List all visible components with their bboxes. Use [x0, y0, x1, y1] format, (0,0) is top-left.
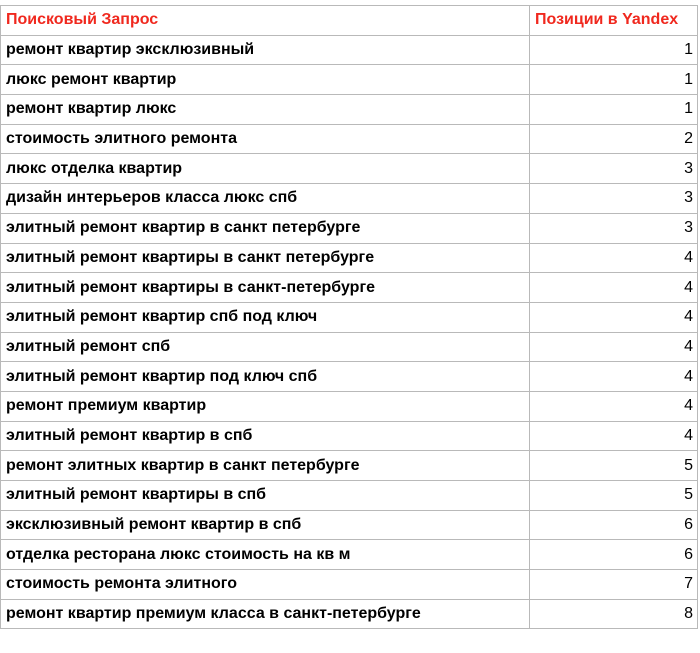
table-row — [1, 213, 698, 243]
position-cell: 6 — [530, 510, 698, 540]
position-cell: 4 — [530, 243, 698, 273]
query-cell: элитный ремонт спб — [1, 332, 530, 362]
table-row — [1, 35, 698, 65]
table-row — [1, 599, 698, 629]
position-cell: 4 — [530, 302, 698, 332]
query-cell: дизайн интерьеров класса люкс спб — [1, 184, 530, 214]
position-cell: 4 — [530, 421, 698, 451]
position-cell: 4 — [530, 362, 698, 392]
table-row — [1, 302, 698, 332]
position-cell: 4 — [530, 273, 698, 303]
position-cell: 3 — [530, 154, 698, 184]
query-cell: элитный ремонт квартиры в санкт петербурге — [1, 243, 530, 273]
position-cell: 1 — [530, 65, 698, 95]
query-cell: ремонт элитных квартир в санкт петербурге — [1, 451, 530, 481]
query-cell: люкс отделка квартир — [1, 154, 530, 184]
query-cell: элитный ремонт квартир спб под ключ — [1, 302, 530, 332]
position-cell: 8 — [530, 599, 698, 629]
table-row — [1, 243, 698, 273]
query-cell: отделка ресторана люкс стоимость на кв м — [1, 540, 530, 570]
position-cell: 1 — [530, 35, 698, 65]
table-row — [1, 154, 698, 184]
table-row — [1, 124, 698, 154]
query-cell: ремонт квартир премиум класса в санкт-петербурге — [1, 599, 530, 629]
query-cell: элитный ремонт квартир в санкт петербурге — [1, 213, 530, 243]
position-cell: 5 — [530, 481, 698, 511]
position-cell: 4 — [530, 391, 698, 421]
position-cell: 7 — [530, 570, 698, 600]
position-cell: 3 — [530, 213, 698, 243]
table-row — [1, 184, 698, 214]
query-cell: элитный ремонт квартир в спб — [1, 421, 530, 451]
table-row — [1, 65, 698, 95]
table-row — [1, 481, 698, 511]
header-row — [1, 6, 698, 36]
rankings-table — [0, 5, 698, 629]
position-cell: 3 — [530, 184, 698, 214]
table-row — [1, 451, 698, 481]
position-cell: 1 — [530, 95, 698, 125]
table-row — [1, 95, 698, 125]
position-cell: 2 — [530, 124, 698, 154]
position-column-header: Позиции в Yandex — [530, 6, 698, 36]
position-cell: 6 — [530, 540, 698, 570]
query-cell: ремонт премиум квартир — [1, 391, 530, 421]
table-body — [1, 35, 698, 629]
query-cell: стоимость ремонта элитного — [1, 570, 530, 600]
table-row — [1, 540, 698, 570]
table-row — [1, 421, 698, 451]
table-row — [1, 362, 698, 392]
query-column-header: Поисковый Запрос — [1, 6, 530, 36]
position-cell: 4 — [530, 332, 698, 362]
position-cell: 5 — [530, 451, 698, 481]
query-cell: люкс ремонт квартир — [1, 65, 530, 95]
query-cell: элитный ремонт квартиры в спб — [1, 481, 530, 511]
table-row — [1, 510, 698, 540]
table-row — [1, 332, 698, 362]
query-cell: элитный ремонт квартиры в санкт-петербурге — [1, 273, 530, 303]
query-cell: эксклюзивный ремонт квартир в спб — [1, 510, 530, 540]
query-cell: ремонт квартир люкс — [1, 95, 530, 125]
table-row — [1, 391, 698, 421]
query-cell: ремонт квартир эксклюзивный — [1, 35, 530, 65]
query-cell: стоимость элитного ремонта — [1, 124, 530, 154]
table-row — [1, 273, 698, 303]
table-row — [1, 570, 698, 600]
query-cell: элитный ремонт квартир под ключ спб — [1, 362, 530, 392]
